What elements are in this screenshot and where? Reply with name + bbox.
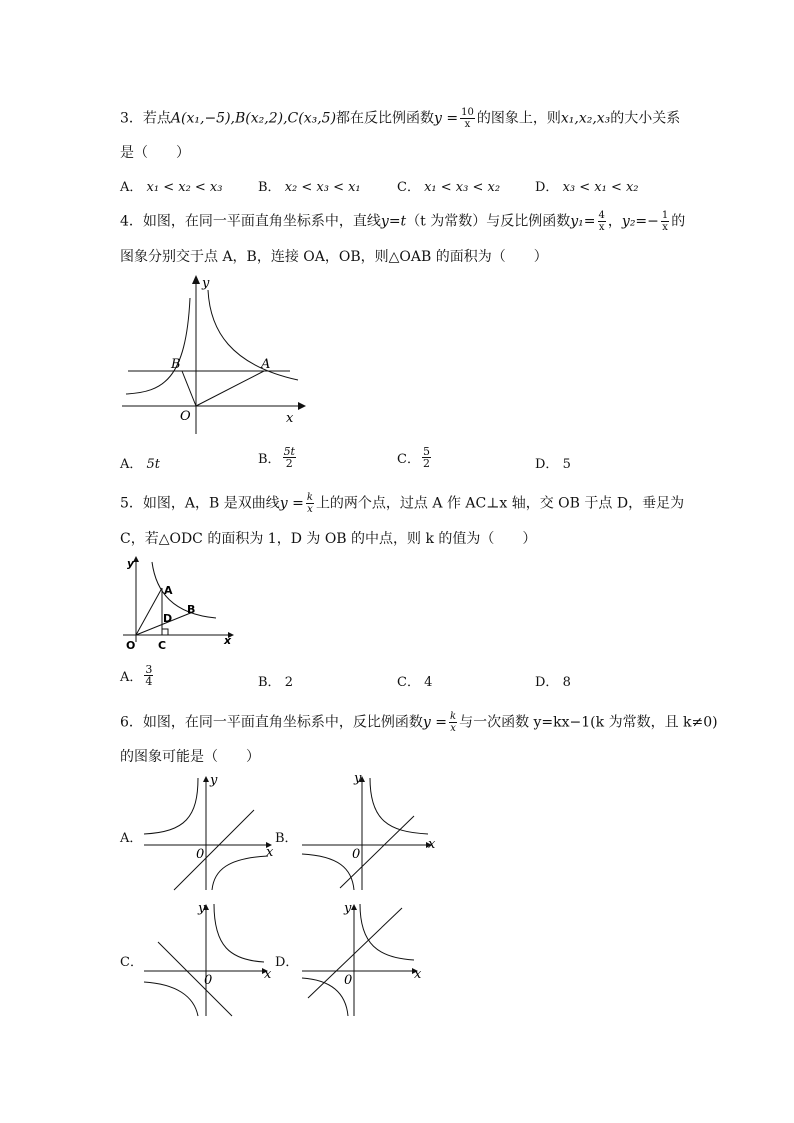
svg-text:x: x [266, 845, 274, 860]
q6-option-c-graph[interactable] [140, 898, 275, 1020]
q6-option-a-label[interactable]: A． [120, 831, 143, 846]
q6-a-hyperbola-lower [212, 856, 268, 890]
q5-option-a[interactable]: A． $\frac{3}{4}$ [120, 663, 153, 688]
svg-text:0: 0 [352, 847, 361, 862]
q6-c-line [158, 942, 232, 1016]
q4-y2-fraction: $\frac{1}{x}$ [661, 210, 669, 233]
q5-label-c: C [158, 639, 167, 652]
q6-option-b-label[interactable]: B． [275, 831, 298, 846]
q6-stem [120, 711, 718, 734]
q4-segment-ob [182, 371, 196, 406]
q6-func-lhs: y = [422, 714, 448, 731]
q5-option-b[interactable]: B． 2 [258, 675, 293, 690]
q4-tail: 的 [671, 213, 686, 230]
svg-text:y: y [198, 901, 206, 916]
q4-y1: y₁= [570, 213, 596, 230]
svg-text:x: x [414, 967, 422, 982]
q5-label-o: O [126, 639, 136, 652]
q4-line2: 图象分别交于点 A，B，连接 OA，OB，则△OAB 的面积为（ ） [120, 249, 548, 265]
q3-post: 的图象上，则 [476, 110, 561, 127]
q6-option-d-graph[interactable] [298, 898, 438, 1020]
q6-pre: 如图，在同一平面直角坐标系中，反比例函数 [142, 714, 423, 731]
q6-option-c-label[interactable]: C． [120, 955, 143, 970]
q6-fraction: $\frac{k}{x}$ [450, 711, 457, 734]
q4-segment-oa [196, 371, 264, 406]
q3-option-d[interactable]: D． x₃ < x₁ < x₂ [535, 180, 639, 195]
svg-text:y: y [210, 773, 218, 788]
q3-vars: x₁,x₂,x₃ [560, 110, 611, 127]
q3-option-a[interactable]: A． x₁ < x₂ < x₃ [120, 180, 223, 195]
q5-segment-oa [136, 588, 162, 635]
q4-label-o: O [180, 409, 191, 424]
q4-y-arrow [192, 275, 200, 284]
q5-figure [118, 552, 243, 652]
q3-option-c[interactable]: C． x₁ < x₃ < x₂ [397, 180, 501, 195]
q3-mid: 都在反比例函数 [336, 110, 435, 127]
q5-fraction: $\frac{k}{x}$ [306, 492, 313, 515]
q3-func-lhs: y = [434, 110, 459, 127]
q4-pre: 如图，在同一平面直角坐标系中，直线 [142, 213, 381, 230]
q4-paren: （t 为常数）与反比例函数 [406, 213, 571, 230]
q6-line2: 的图象可能是（ ） [120, 749, 260, 765]
q4-option-c[interactable]: C． $\frac{5}{2}$ [397, 445, 430, 470]
q6-option-b-graph[interactable] [298, 772, 438, 894]
q4-figure [118, 270, 308, 440]
svg-text:0: 0 [204, 973, 213, 988]
q3-tail: 的大小关系 [610, 110, 681, 127]
q4-label-x: x [286, 411, 294, 426]
svg-text:x: x [428, 837, 436, 852]
q4-sep: ， [607, 213, 622, 230]
q4-hyperbola-y1 [208, 290, 298, 380]
q4-y1-fraction: $\frac{4}{x}$ [598, 210, 605, 233]
svg-text:0: 0 [196, 847, 205, 862]
q6-d-line [308, 908, 402, 998]
q4-option-b[interactable]: B． $\frac{5t}{2}$ [258, 445, 295, 470]
q4-number: 4． [120, 213, 143, 230]
q5-func-lhs: y = [279, 495, 304, 512]
q4-option-a[interactable]: A． 5t [120, 457, 161, 472]
svg-text:y: y [354, 772, 362, 786]
q4-label-b: B [171, 357, 181, 372]
q6-option-a-graph[interactable] [140, 772, 275, 894]
q5-label-d: D [163, 612, 173, 625]
q5-label-a: A [164, 584, 173, 597]
q5-label-y: y [127, 557, 135, 570]
q3-fraction: $\frac{10}{x}$ [461, 107, 474, 130]
q4-option-d[interactable]: D． 5 [535, 457, 571, 472]
q3-line2: 是（ ） [120, 145, 190, 161]
q6-a-hyperbola-upper [144, 778, 198, 834]
q5-pre: 如图，A，B 是双曲线 [142, 495, 280, 512]
q6-option-d-label[interactable]: D． [275, 955, 299, 970]
q3-stem [120, 107, 680, 130]
q4-label-a: A [261, 357, 271, 372]
q6-c-hyperbola-upper [214, 904, 264, 962]
q4-label-y: y [202, 276, 210, 291]
q4-x-arrow [298, 402, 306, 410]
q6-d-hyperbola-upper [360, 904, 414, 960]
q6-a-line [174, 810, 254, 890]
q5-option-c[interactable]: C． 4 [397, 675, 433, 690]
svg-text:0: 0 [344, 973, 353, 988]
q6-number: 6． [120, 714, 143, 731]
q4-hyperbola-y2 [126, 298, 190, 394]
q5-option-d[interactable]: D． 8 [535, 675, 571, 690]
q3-number: 3． [120, 110, 143, 127]
q3-option-b[interactable]: B． x₂ < x₃ < x₁ [258, 180, 361, 195]
q5-stem [120, 492, 684, 515]
q5-post: 上的两个点，过点 A 作 AC⊥x 轴，交 OB 于点 D，垂足为 [315, 495, 685, 512]
q6-b-hyperbola-upper [370, 778, 428, 834]
q6-post: 与一次函数 y=kx−1(k 为常数，且 k≠0) [459, 714, 718, 731]
q5-label-b: B [187, 603, 196, 616]
q5-right-angle-mark [162, 629, 168, 635]
q5-number: 5． [120, 495, 143, 512]
svg-text:x: x [264, 967, 272, 982]
q6-c-hyperbola-lower [144, 982, 198, 1016]
q4-stem [120, 210, 685, 233]
q5-line2: C，若△ODC 的面积为 1，D 为 OB 的中点，则 k 的值为（ ） [120, 531, 537, 547]
svg-text:y: y [344, 901, 352, 916]
q3-points: A(x₁,−5),B(x₂,2),C(x₃,5) [170, 110, 337, 127]
q6-b-hyperbola-lower [302, 854, 354, 890]
q3-pre: 若点 [142, 110, 171, 127]
q4-line-eq: y=t [380, 213, 407, 230]
q5-label-x: x [224, 634, 232, 647]
q4-y2: y₂=− [621, 213, 659, 230]
